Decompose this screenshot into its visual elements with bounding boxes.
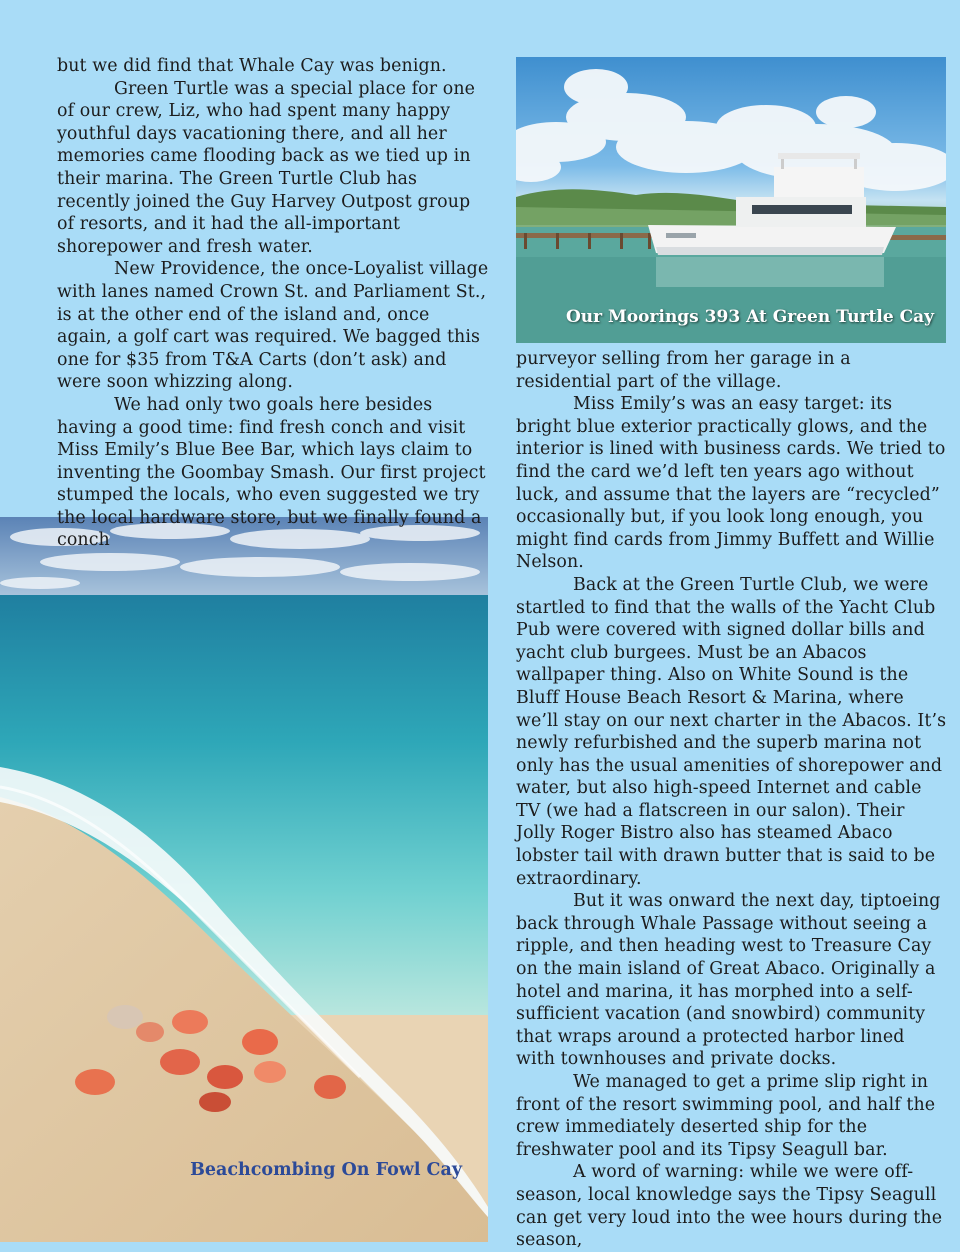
boat-scene <box>516 57 946 343</box>
beach-photo-caption: Beachcombing On Fowl Cay <box>190 1160 462 1180</box>
left-text-column <box>57 55 489 552</box>
right-paragraph: A word of warning: while we were off-season, local knowledge says the Tipsy Seagull can get very loud into the wee hours during the season, <box>516 1162 943 1251</box>
left-paragraph: but we did find that Whale Cay was benign. <box>57 56 447 76</box>
right-paragraph: Back at the Green Turtle Club, we were startled to find that the walls of the Yacht Club Pub were covered with signed dollar bills and yacht club burgees. Must be an Abacos wallpaper thing. Also on White Sound is the Bluff House Beach Resort & Marina, where we’ll stay on our next charter in the Abacos. It’s newly refurbished and the superb marina not only has the usual amenities of shorepower and water, but also high-speed Internet and cable TV (we had a flatscreen in our salon). Their Jolly Roger Bistro also has steamed Abaco lobster tail with drawn butter that is said to be extraordinary. <box>516 574 947 889</box>
left-paragraph: Green Turtle was a special place for one of our crew, Liz, who had spent many happy youthful days vacationing there, and all her memories came flooding back as we tied up in their marina. The Green Turtle Club has recently joined the Guy Harvey Outpost group of resorts, and it had the all-important shorepower and fresh water. <box>57 78 476 257</box>
right-paragraph: But it was onward the next day, tiptoeing back through Whale Passage without seeing a ripple, and then heading west to Treasure Cay on the main island of Great Abaco. Originally a hotel and marina, it has morphed into a self-sufficient vacation (and snowbird) community that wraps around a protected harbor lined with townhouses and private docks. <box>516 891 941 1070</box>
left-paragraph: New Providence, the once-Loyalist village with lanes named Crown St. and Parliament St., is at the other end of the island and, once again, a golf cart was required. We bagged this one for $35 from T&A Carts (don’t ask) and were soon whizzing along. <box>57 259 489 393</box>
right-paragraph: We managed to get a prime slip right in front of the resort swimming pool, and half the crew immediately deserted ship for the freshwater pool and its Tipsy Seagull bar. <box>516 1072 936 1160</box>
boat-photo-caption: Our Moorings 393 At Green Turtle Cay <box>565 307 934 327</box>
boat-photo <box>516 57 946 343</box>
right-paragraph: purveyor selling from her garage in a residential part of the village. <box>516 349 851 392</box>
beach-photo <box>0 517 488 1242</box>
left-paragraph: We had only two goals here besides having a good time: find fresh conch and visit Miss Emily’s Blue Bee Bar, which lays claim to inventing the Goombay Smash. Our first project stumped the locals, who even suggested we try the local hardware store, but we finally found a conch <box>57 394 486 551</box>
right-text-column <box>516 348 948 1252</box>
beach-scene <box>0 517 488 1242</box>
right-paragraph: Miss Emily’s was an easy target: its bright blue exterior practically glows, and the interior is lined with business cards. We tried to find the card we’d left ten years ago without luck, and assume that the layers are “recycled” occasionally but, if you look long enough, you might find cards from Jimmy Buffett and Willie Nelson. <box>516 394 946 573</box>
